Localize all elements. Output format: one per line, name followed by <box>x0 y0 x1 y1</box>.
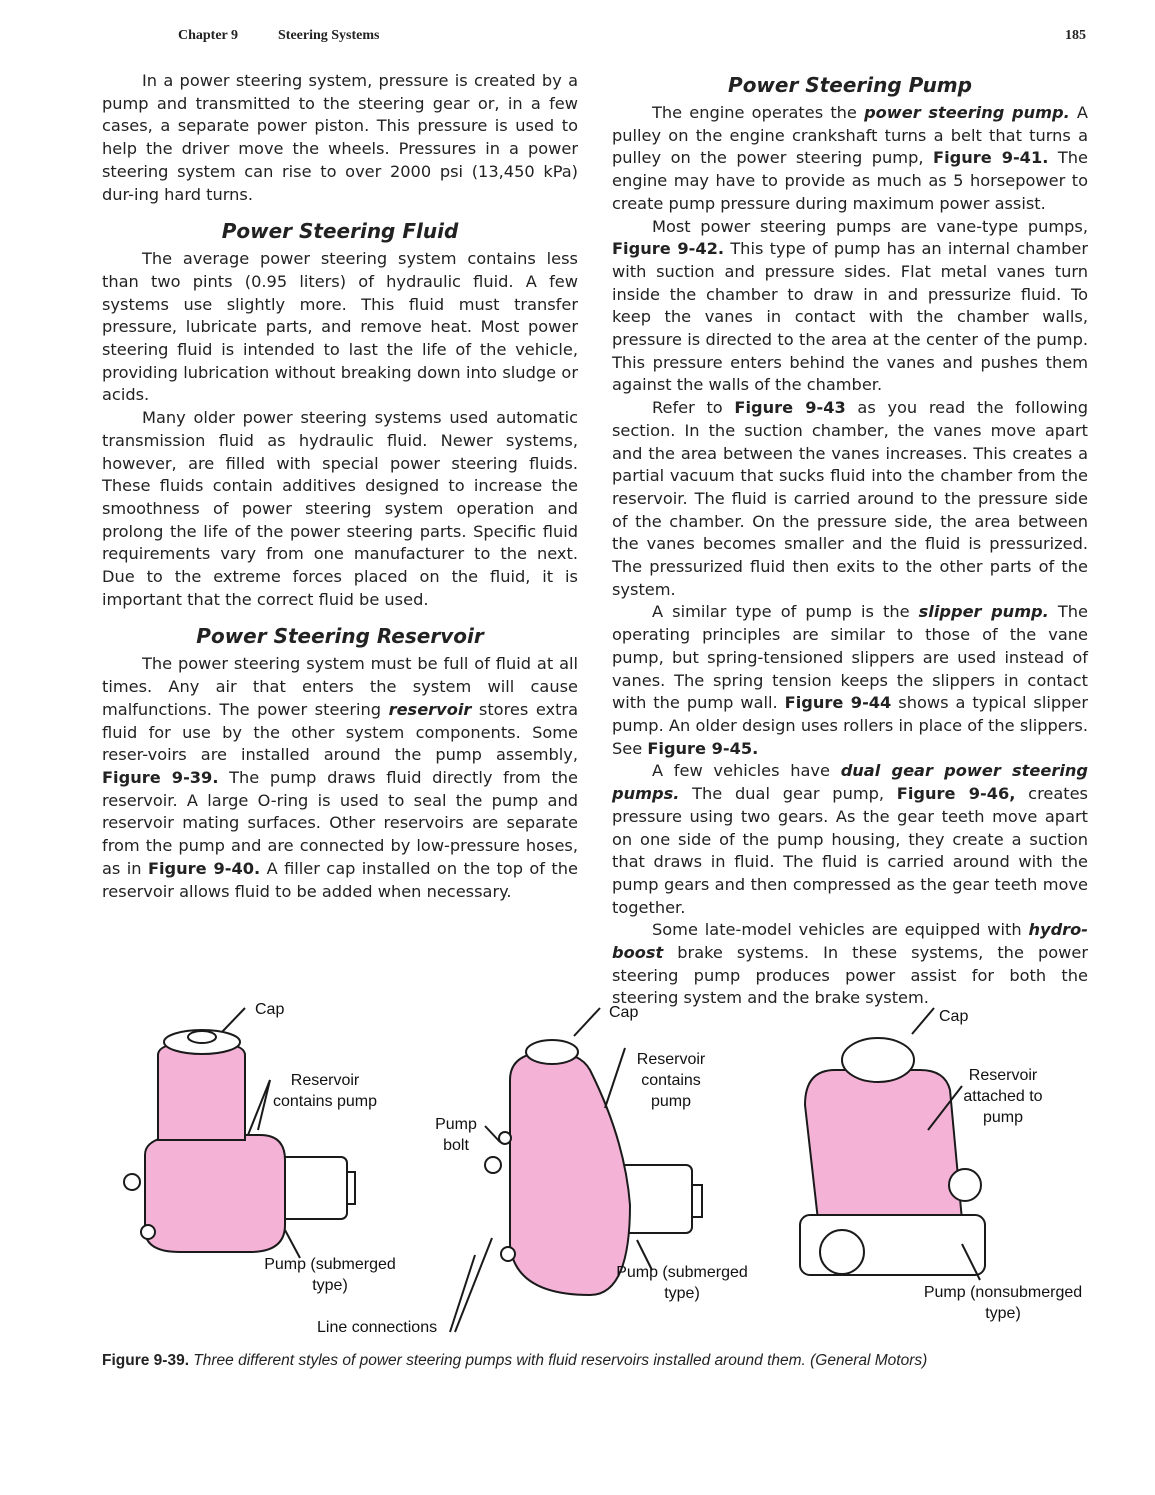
section-title: Steering Systems <box>278 28 380 43</box>
fitting-2a <box>485 1157 501 1173</box>
figure-reference: Figure 9-46, <box>896 784 1016 804</box>
paragraph: Some late-model vehicles are equipped with hydro-boost brake systems. In these systems, the power steering pump produces power assist for both the steering system and the brake system. <box>612 920 1088 1008</box>
pulley-hub-2 <box>620 1165 692 1233</box>
fitting-1a <box>124 1174 140 1190</box>
label-pump-2: Pump (submerged type) <box>616 1264 748 1302</box>
reservoir-cap-2 <box>526 1040 578 1064</box>
figure-reference: Figure 9-39. <box>102 767 219 787</box>
chapter-label: Chapter 9 <box>178 28 239 43</box>
heading-power-steering-fluid: Power Steering Fluid <box>221 219 459 244</box>
figure-reference: Figure 9-41. <box>933 148 1049 168</box>
page-number: 185 <box>1065 28 1086 43</box>
left-column <box>102 70 578 903</box>
heading-power-steering-reservoir: Power Steering Reservoir <box>196 624 484 649</box>
running-head <box>178 28 1086 48</box>
paragraph: The power steering system must be full of fluid at all times. Any air that enters the system will cause malfunctions. The power steering reservoir stores extra fluid for use by the other system components. Some reser-voirs are installed around the pump assembly, Figure 9-39. The pump draws fluid directly from the reservoir. A large O-ring is used to seal the pump and reservoir mating surfaces. Other reservoirs are separate from the pump and are connected by low-pressure hoses, as in Figure 9-40. A filler cap installed on the top of the reservoir allows fluid to be added when necessary. <box>102 654 579 901</box>
keyword: slipper pump. <box>918 602 1049 622</box>
keyword: hydro-boost <box>612 920 1088 963</box>
leader-line-1 <box>450 1255 475 1332</box>
paragraph: A few vehicles have dual gear power steering pumps. The dual gear pump, Figure 9-46, creates pressure using two gears. As the gear teeth move apart on one side of the pump housing, they create a suction that draws in fluid. The fluid is carried around with the pump gears and then compressed as the gear teeth move together. <box>612 761 1088 917</box>
keyword: dual gear power steering pumps. <box>612 761 1088 804</box>
label-cap-3: Cap <box>939 1008 969 1025</box>
pump-face-3 <box>820 1230 864 1274</box>
paragraph: The engine operates the power steering pump. A pulley on the engine crankshaft turns a belt that turns a pulley on the power steering pump, Figure 9-41. The engine may have to provide as much as 5 horsepower to create pump pressure during maximum power assist. <box>612 103 1088 213</box>
label-pump-3: Pump (nonsubmerged type) <box>923 1284 1083 1322</box>
leader-cap-3 <box>912 1008 934 1034</box>
leader-bolt-2 <box>485 1126 500 1142</box>
figure-reference: Figure 9-44 <box>784 693 892 713</box>
paragraph: The average power steering system contains less than two pints (0.95 liters) of hydraulic fluid. A few systems use slightly more. This fluid must transfer pressure, lubricate parts, and remove heat. Most power steering fluid is intended to last the life of the vehicle, providing lubrication without breaking down into sludge or acids. <box>102 249 578 405</box>
keyword: power steering pump. <box>864 103 1070 122</box>
paragraph: In a power steering system, pressure is created by a pump and transmitted to the steering gear or, in a few cases, a separate power piston. This pressure is used to help the driver move the wheels. Pressures in a power steering system can rise to over 2000 psi (13,450 kPa) dur-ing hard turns. <box>102 71 578 204</box>
keyword: reservoir <box>388 699 472 719</box>
paragraph: Refer to Figure 9-43 as you read the following section. In the suction chamber, the vanes move apart and the area between the vanes increases. This creates a partial vacuum that sucks fluid into the chamber from the reservoir. The fluid is carried around to the pressure side of the chamber. On the pressure side, the area between the vanes becomes smaller and the fluid is pressurized. The pressurized fluid then exits to the other parts of the system. <box>612 398 1088 599</box>
label-reservoir-1: Reservoir contains pump <box>272 1072 378 1110</box>
figure-reference: Figure 9-42. <box>612 239 725 259</box>
label-reservoir-2: Reservoir contains pump <box>636 1051 706 1110</box>
label-line-connections: Line connections <box>317 1319 438 1336</box>
reservoir-3 <box>805 1070 962 1220</box>
fitting-2b <box>501 1247 515 1261</box>
leader-cap-1 <box>222 1008 245 1032</box>
label-reservoir-3: Reservoir attached to pump <box>963 1067 1043 1126</box>
label-pump-1: Pump (submerged type) <box>264 1256 396 1294</box>
pump-body-1 <box>145 1135 285 1252</box>
bolt-2 <box>499 1132 511 1144</box>
fitting-1b <box>141 1225 155 1239</box>
outlet-3 <box>949 1169 981 1201</box>
label-cap-1: Cap <box>255 1001 285 1018</box>
figure-reference: Figure 9-45. <box>647 738 759 758</box>
reservoir-1 <box>158 1042 245 1140</box>
leader-line-2 <box>455 1238 492 1332</box>
figure-9-39 <box>100 990 1100 1340</box>
figure-reference: Figure 9-43 <box>734 398 846 418</box>
reservoir-cap-3 <box>842 1038 914 1082</box>
caption-number: Figure 9-39. <box>102 1352 189 1369</box>
heading-power-steering-pump: Power Steering Pump <box>728 73 972 97</box>
figure-caption <box>102 1352 1082 1370</box>
pump-illustration-1 <box>124 1008 355 1258</box>
right-column <box>612 72 1088 1010</box>
label-cap-2: Cap <box>609 1004 639 1021</box>
leader-cap-2 <box>574 1008 600 1036</box>
figure-reference: Figure 9-40. <box>147 858 261 878</box>
paragraph: Most power steering pumps are vane-type pumps, Figure 9-42. This type of pump has an internal chamber with suction and pressure sides. Flat metal vanes turn inside the chamber to draw in and pressurize fluid. To keep the vanes in contact with the chamber walls, pressure is directed to the area at the center of the pump. This pressure enters behind the vanes and pushes them against the walls of the chamber. <box>612 216 1088 395</box>
paragraph: A similar type of pump is the slipper pump. The operating principles are similar to those of the vane pump, but spring-tensioned slippers are used instead of vanes. The spring tension keeps the slippers in contact with the pump wall. Figure 9-44 shows a typical slipper pump. An older design uses rollers in place of the slippers. See Figure 9-45. <box>612 602 1089 758</box>
caption-text: Three different styles of power steering pumps with fluid reservoirs installed around them. (General Motors) <box>189 1352 928 1369</box>
cap-knob-1 <box>188 1031 216 1043</box>
pump-illustration-3 <box>800 1008 985 1280</box>
label-pump-bolt: Pump bolt <box>435 1116 477 1154</box>
paragraph: Many older power steering systems used automatic transmission fluid as hydraulic fluid. Newer systems, however, are filled with special power steering fluids. These fluids contain additives designed to increase the smoothness of power steering system operation and prolong the life of the power steering parts. Specific fluid requirements vary from one manufacturer to the next. Due to the extreme forces placed on the fluid, it is important that the correct fluid be used. <box>102 408 578 609</box>
